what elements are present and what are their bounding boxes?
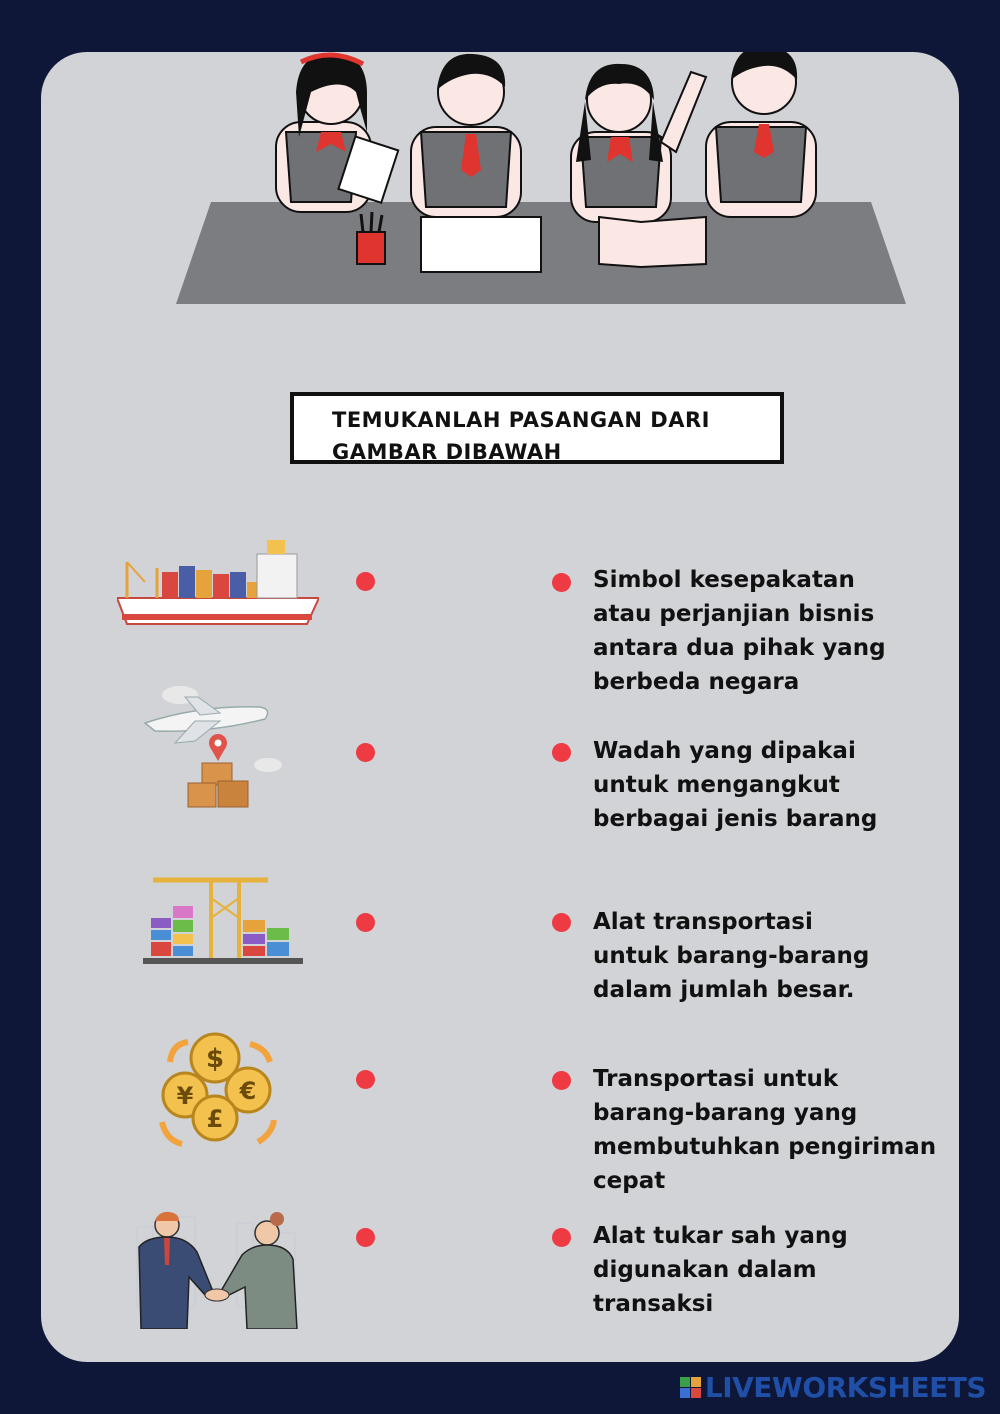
definition-3: Alat transportasi untuk barang-barang dalam jumlah besar. — [593, 909, 870, 1003]
cargo-ship-icon — [117, 532, 319, 626]
svg-text:€: € — [239, 1077, 257, 1105]
definition-5: Alat tukar sah yang digunakan dalam transaksi — [593, 1223, 848, 1317]
airplane-cargo-icon — [140, 685, 288, 810]
brand-name: LIVEWORKSHEETS — [704, 1371, 986, 1404]
student-boy-center-left — [411, 54, 541, 272]
business-handshake-icon — [117, 1207, 317, 1329]
left-dot-5[interactable] — [356, 1228, 375, 1247]
instruction-title — [290, 392, 784, 464]
container-port-icon — [143, 858, 303, 966]
right-dot-4[interactable] — [552, 1071, 571, 1090]
right-dot-1[interactable] — [552, 573, 571, 592]
definition-4: Transportasi untuk barang-barang yang membutuhkan pengiriman cepat — [593, 1066, 937, 1194]
student-girl-left — [276, 54, 398, 212]
student-boy-right — [706, 52, 816, 217]
right-dot-3[interactable] — [552, 913, 571, 932]
left-dot-2[interactable] — [356, 743, 375, 762]
definition-2: Wadah yang dipakai untuk mengangkut berbagai jenis barang — [593, 738, 878, 832]
left-dot-1[interactable] — [356, 572, 375, 591]
definition-1: Simbol kesepakatan atau perjanjian bisnis antara dua pihak yang berbeda negara — [593, 567, 886, 695]
right-dot-5[interactable] — [552, 1228, 571, 1247]
currency-coins-icon — [150, 1030, 286, 1155]
title-line-1: TEMUKANLAH PASANGAN DARI — [332, 408, 710, 432]
students-illustration — [171, 52, 911, 362]
liveworksheets-logo-icon — [680, 1377, 701, 1398]
right-dot-2[interactable] — [552, 743, 571, 762]
svg-text:$: $ — [205, 1044, 225, 1074]
title-line-2: GAMBAR DIBAWAH — [332, 440, 562, 464]
svg-text:¥: ¥ — [176, 1082, 194, 1110]
left-dot-4[interactable] — [356, 1070, 375, 1089]
svg-text:£: £ — [206, 1105, 224, 1133]
left-dot-3[interactable] — [356, 913, 375, 932]
liveworksheets-brand — [680, 1371, 986, 1404]
